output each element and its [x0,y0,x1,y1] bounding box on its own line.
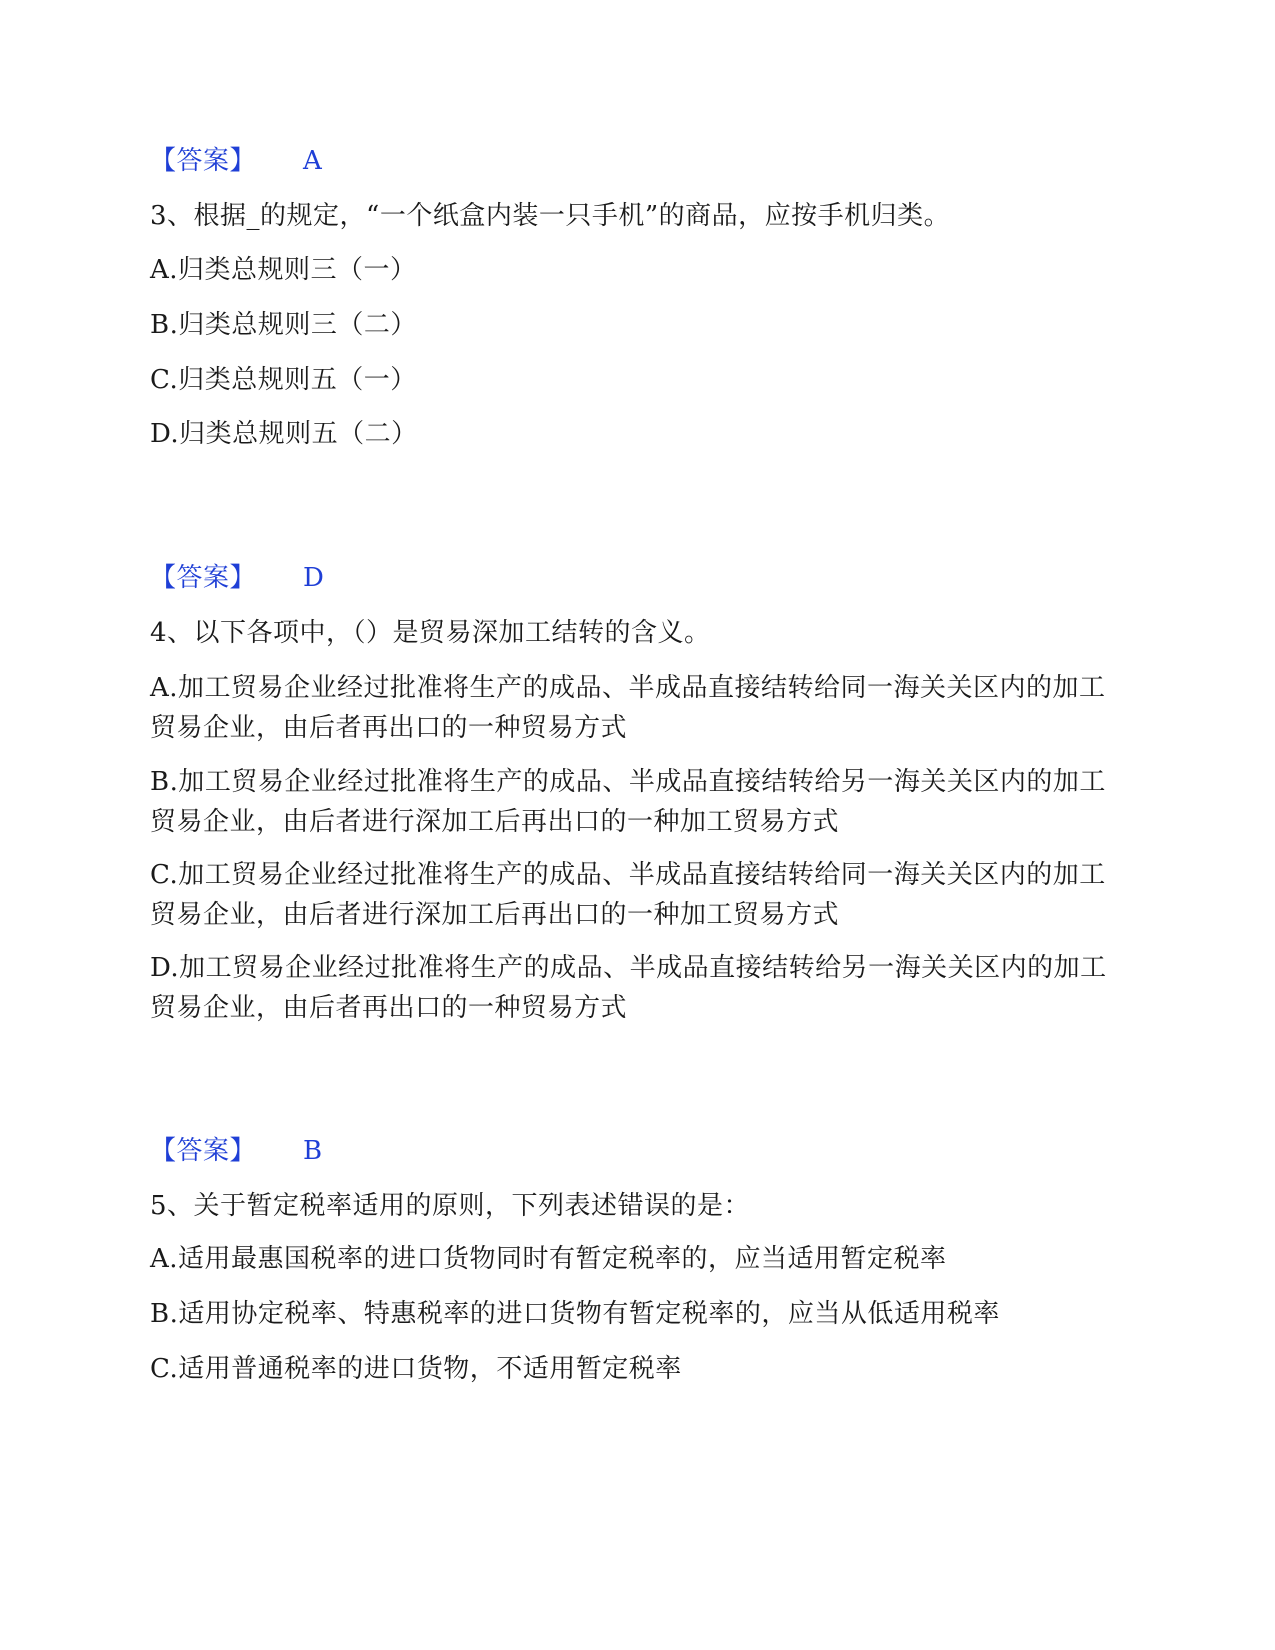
option-3b: B.归类总规则三（二） [150,310,417,340]
answer-value: A [303,146,323,176]
answer-line [150,1136,323,1166]
option-5c: C.适用普通税率的进口货物，不适用暂定税率 [150,1354,682,1384]
question-4: 4、以下各项中，（）是贸易深加工结转的含义。 [150,618,711,648]
option-5a: A.适用最惠国税率的进口货物同时有暂定税率的，应当适用暂定税率 [150,1244,947,1274]
answer-line [150,563,325,593]
option-4d: D.加工贸易企业经过批准将生产的成品、半成品直接结转给另一海关关区内的加工贸易企业，由后者再出口的一种贸易方式 [150,953,1107,1023]
question-3: 3、根据_的规定，“一个纸盒内装一只手机”的商品，应按手机归类。 [150,201,951,231]
answer-label: 【答案】 [150,563,257,593]
option-4c: C.加工贸易企业经过批准将生产的成品、半成品直接结转给同一海关关区内的加工贸易企业，由后者进行深加工后再出口的一种加工贸易方式 [150,860,1106,930]
option-4a: A.加工贸易企业经过批准将生产的成品、半成品直接结转给同一海关关区内的加工贸易企业，由后者再出口的一种贸易方式 [150,673,1106,743]
option-5b: B.适用协定税率、特惠税率的进口货物有暂定税率的，应当从低适用税率 [150,1299,1000,1329]
option-4b: B.加工贸易企业经过批准将生产的成品、半成品直接结转给另一海关关区内的加工贸易企业，由后者进行深加工后再出口的一种加工贸易方式 [150,767,1106,837]
option-3a: A.归类总规则三（一） [150,255,417,285]
question-5: 5、关于暂定税率适用的原则，下列表述错误的是： [150,1191,751,1221]
answer-label: 【答案】 [150,146,257,176]
answer-value: B [303,1136,323,1166]
answer-line [150,146,323,176]
option-3c: C.归类总规则五（一） [150,365,417,395]
option-3d: D.归类总规则五（二） [150,419,418,449]
answer-value: D [303,563,325,593]
answer-label: 【答案】 [150,1136,257,1166]
